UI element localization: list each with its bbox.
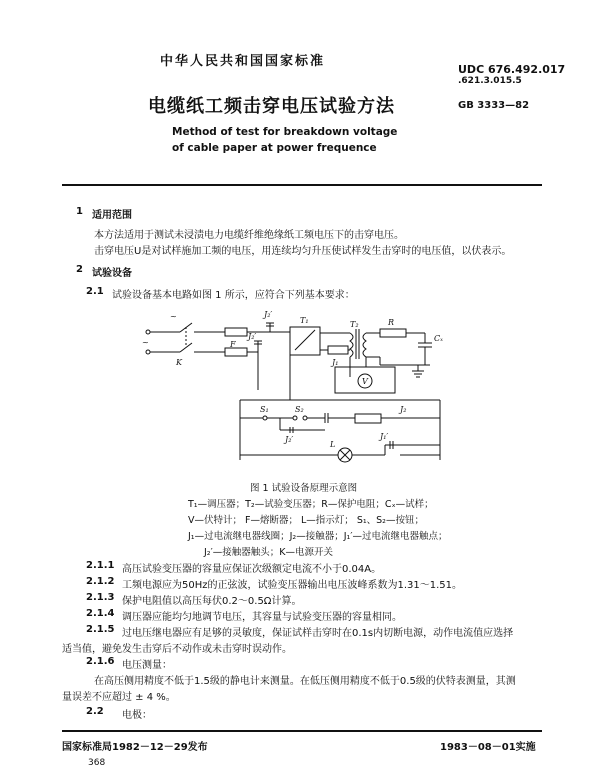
figure-legend-line-2: V—伏特计； F—熔断器； L—指示灯； S₁、S₂—按钮；	[188, 515, 424, 526]
section-2-1-number: 2.1	[86, 286, 104, 297]
resistor-top	[225, 328, 247, 336]
circuit-diagram	[140, 305, 460, 475]
fig-label-t1: T₁	[300, 316, 309, 325]
item-number: 2.1.2	[86, 576, 115, 587]
title-cn: 电缆纸工频击穿电压试验方法	[148, 96, 395, 117]
section-1-para-2: 击穿电压U是对试样施加工频的电压，用连续均匀升压使试样发生击穿时的电压值，以伏表示。	[94, 246, 512, 257]
gb-number: GB 3333—82	[458, 100, 530, 111]
fig-label-k: K	[176, 358, 182, 367]
section-2-title: 试验设备	[92, 268, 132, 279]
title-en-line2: of cable paper at power frequence	[172, 142, 377, 154]
fig-label-j2p-mid: J₂′	[248, 332, 257, 341]
fig-label-v: V	[362, 377, 368, 386]
fig-label-j2: J₂	[400, 405, 407, 414]
fuse-f	[225, 348, 247, 356]
item-number: 2.1.4	[86, 608, 115, 619]
item-number: 2.1.3	[86, 592, 115, 603]
overcurrent-relay-coil	[328, 346, 348, 354]
page-number: 368	[88, 758, 106, 768]
terminal-top	[146, 330, 150, 334]
section-1-number: 1	[76, 206, 83, 217]
effective-date: 1983－08－01实施	[440, 742, 536, 753]
fig-label-j2p-low: J₂′	[285, 435, 294, 444]
item-text: 保护电阻值以高压每伏0.2～0.5Ω计算。	[122, 596, 302, 607]
figure-legend-line-3: J₁—过电流继电器线圈；J₂—接触器；J₁′—过电流继电器触点；	[188, 531, 448, 542]
item-text: 过电压继电器应有足够的灵敏度，保证试样击穿时在0.1s内切断电源，动作电流值应选择	[122, 628, 514, 639]
udc-code-2: .621.3.015.5	[458, 76, 522, 86]
transformer-secondary	[363, 333, 366, 357]
issued-date: 国家标准局1982－12－29发布	[62, 742, 208, 753]
fig-label-j2p-top: J₂′	[264, 310, 273, 319]
figure-legend-line-4: J₂′—接触器触头；K—电源开关	[204, 547, 333, 558]
item-text-continued: 在高压侧用精度不低于1.5级的静电计来测量。在低压侧用精度不低于0.5级的伏特表测量，其测	[94, 676, 516, 687]
figure-caption: 图 1 试验设备原理示意图	[250, 483, 358, 494]
fig-label-s2: S₂	[295, 405, 304, 414]
transformer-primary	[350, 333, 353, 357]
item-text: 电极：	[122, 710, 152, 721]
item-number: 2.2	[86, 706, 104, 717]
fig-label-s1: S₁	[260, 405, 269, 414]
footer-rule	[62, 730, 542, 732]
section-2-1-text: 试验设备基本电路如图 1 所示，应符合下列基本要求：	[112, 290, 355, 301]
item-text: 调压器应能均匀地调节电压，其容量与试验变压器的容量相同。	[122, 612, 402, 623]
item-text: 工频电源应为50Hz的正弦波，试验变压器输出电压波峰系数为1.31～1.51。	[122, 580, 463, 591]
fig-label-r: R	[388, 318, 395, 327]
fig-label-tilde: ~	[142, 338, 149, 347]
item-text: 高压试验变压器的容量应保证次级额定电流不小于0.04A。	[122, 564, 382, 575]
fig-label-j1: J₁	[332, 358, 339, 367]
section-2-number: 2	[76, 264, 83, 275]
title-en-line1: Method of test for breakdown voltage	[172, 126, 398, 138]
button-s1	[263, 416, 267, 420]
standard-org: 中华人民共和国国家标准	[160, 54, 326, 69]
contactor-coil-j2	[355, 414, 381, 423]
protective-resistor	[380, 329, 406, 337]
fig-label-t2: T₂	[350, 320, 359, 329]
section-1-para-1: 本方法适用于测试未浸渍电力电缆纤维绝缘纸工频电压下的击穿电压。	[94, 230, 404, 241]
fig-label-tilde-top: ~	[170, 312, 177, 321]
item-number: 2.1.5	[86, 624, 115, 635]
item-text-continued: 量误差不应超过 ± 4 %。	[62, 692, 176, 703]
fig-label-cx: Cₓ	[434, 334, 443, 343]
figure-legend-line-1: T₁—调压器；T₂—试验变压器；R—保护电阻；Cₓ—试样；	[188, 499, 434, 510]
item-number: 2.1.6	[86, 656, 115, 667]
item-text: 电压测量：	[122, 660, 172, 671]
fig-label-f: F	[230, 340, 236, 349]
button-s2	[293, 416, 297, 420]
fig-label-j1p: J₁′	[380, 432, 389, 441]
item-number: 2.1.1	[86, 560, 115, 571]
terminal-bottom	[146, 350, 150, 354]
header-rule	[62, 184, 542, 186]
regulator-t1	[290, 327, 320, 355]
fig-label-l: L	[330, 440, 336, 449]
item-text-continued: 适当值，避免发生击穿后不动作或未击穿时误动作。	[62, 644, 292, 655]
section-1-title: 适用范围	[92, 210, 132, 221]
udc-code: UDC 676.492.017	[458, 63, 566, 76]
